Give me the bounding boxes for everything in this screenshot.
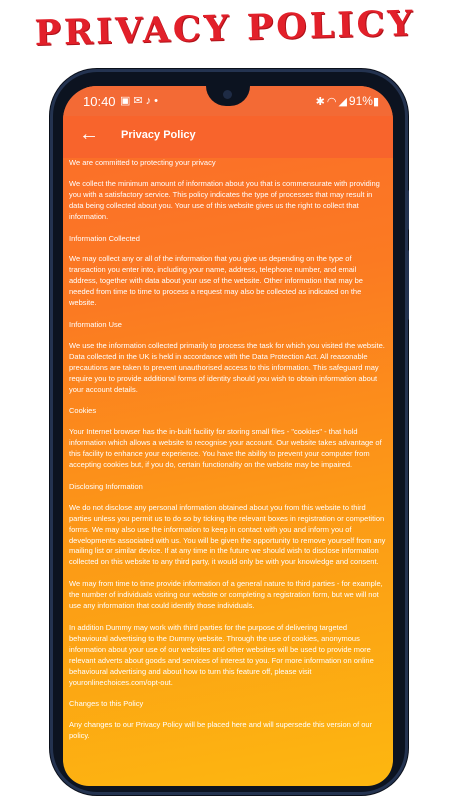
phone-volume-button [406, 190, 409, 230]
battery-icon: ▮ [372, 96, 381, 108]
section-heading: Cookies [69, 406, 97, 416]
policy-content[interactable] [69, 158, 387, 786]
arrow-left-icon[interactable]: ← [79, 123, 99, 145]
mail-icon: ✉ [133, 95, 146, 107]
section-heading: We are committed to protecting your privacy [69, 158, 216, 167]
phone-screen [63, 86, 393, 786]
section-heading: Changes to this Policy [69, 699, 144, 709]
section-paragraph: We collect the minimum amount of information about you that is commensurate with providing you with a satisfactory service. This policy indicates the type of processes that may result in data being collected about you. Your use of this website gives us the right to collect that information. [69, 178, 380, 221]
status-left-icons [120, 94, 161, 107]
battery-level: 91% [348, 94, 373, 108]
status-right-icons [316, 94, 381, 108]
section-paragraph: Any changes to our Privacy Policy will be placed here and will supersede this version of our policy. [69, 720, 373, 741]
dot-icon: • [154, 95, 161, 107]
section-heading: Information Collected [69, 233, 140, 243]
section-paragraph: We do not disclose any personal information obtained about you from this website to third parties unless you permit us to do so by ticking the relevant boxes in registration or competition forms. We may also use the information to keep in contact with you and inform you of developments associated with us. You will be given the opportunity to remove yourself from any mailing list or similar device. If at any time in the future we should wish to disclose information collected on this website to any third party, it would only be with your knowledge and consent. [69, 502, 386, 567]
promo-banner-title: PRIVACY POLICY [34, 3, 416, 54]
phone-power-button [406, 250, 409, 320]
image-icon: ▣ [120, 95, 134, 107]
section-heading: Information Use [69, 319, 122, 329]
front-camera [223, 90, 232, 99]
section-paragraph: In addition Dummy may work with third parties for the purpose of delivering targeted behavioural advertising to the Dummy website. Through the use of cookies, anonymous information about your use of our websites and other websites will be used to provide more relevant adverts about goods and services of interest to you. For more information on online behavioural advertising and about how to turn this feature off, please visit youronlinechoices.com/opt-out. [69, 623, 374, 687]
app-bar [63, 116, 393, 158]
section-paragraph: Your Internet browser has the in-built facility for storing small files - "cookies" - that hold information which allows a website to recognise your account. Our website takes advantage of this facility to enhance your experience. You have the ability to prevent your computer from accepting cookies but, if you do, certain functionality on the website may be impaired. [69, 427, 382, 470]
page-title: Privacy Policy [121, 129, 196, 141]
section-paragraph: We may from time to time provide information of a general nature to third parties - for example, the number of individuals visiting our website or completing a registration form, but we will not use any information that could identify those individuals. [69, 579, 383, 611]
bluetooth-icon: ✱ [315, 96, 327, 108]
section-heading: Disclosing Information [69, 481, 143, 491]
section-paragraph: We may collect any or all of the information that you give us depending on the type of transaction you enter into, including your name, address, telephone number, and email address, together with data about your use of the website. Other information that may be needed from time to time to process a request may also be collected as indicated on the website. [69, 254, 363, 308]
status-time: 10:40 [83, 94, 116, 109]
section-paragraph: We use the information collected primarily to process the task for which you visited the website. Data collected in the UK is held in accordance with the Data Protection Act. All reasonable precautions are taken to prevent unauthorised access to this information. This safeguard may require you to provide additional forms of identity should you wish to obtain information about your account details. [69, 340, 385, 394]
signal-icon: ◢ [338, 96, 349, 108]
tiktok-icon: ♪ [145, 95, 155, 107]
wifi-icon: ◠ [326, 96, 339, 108]
